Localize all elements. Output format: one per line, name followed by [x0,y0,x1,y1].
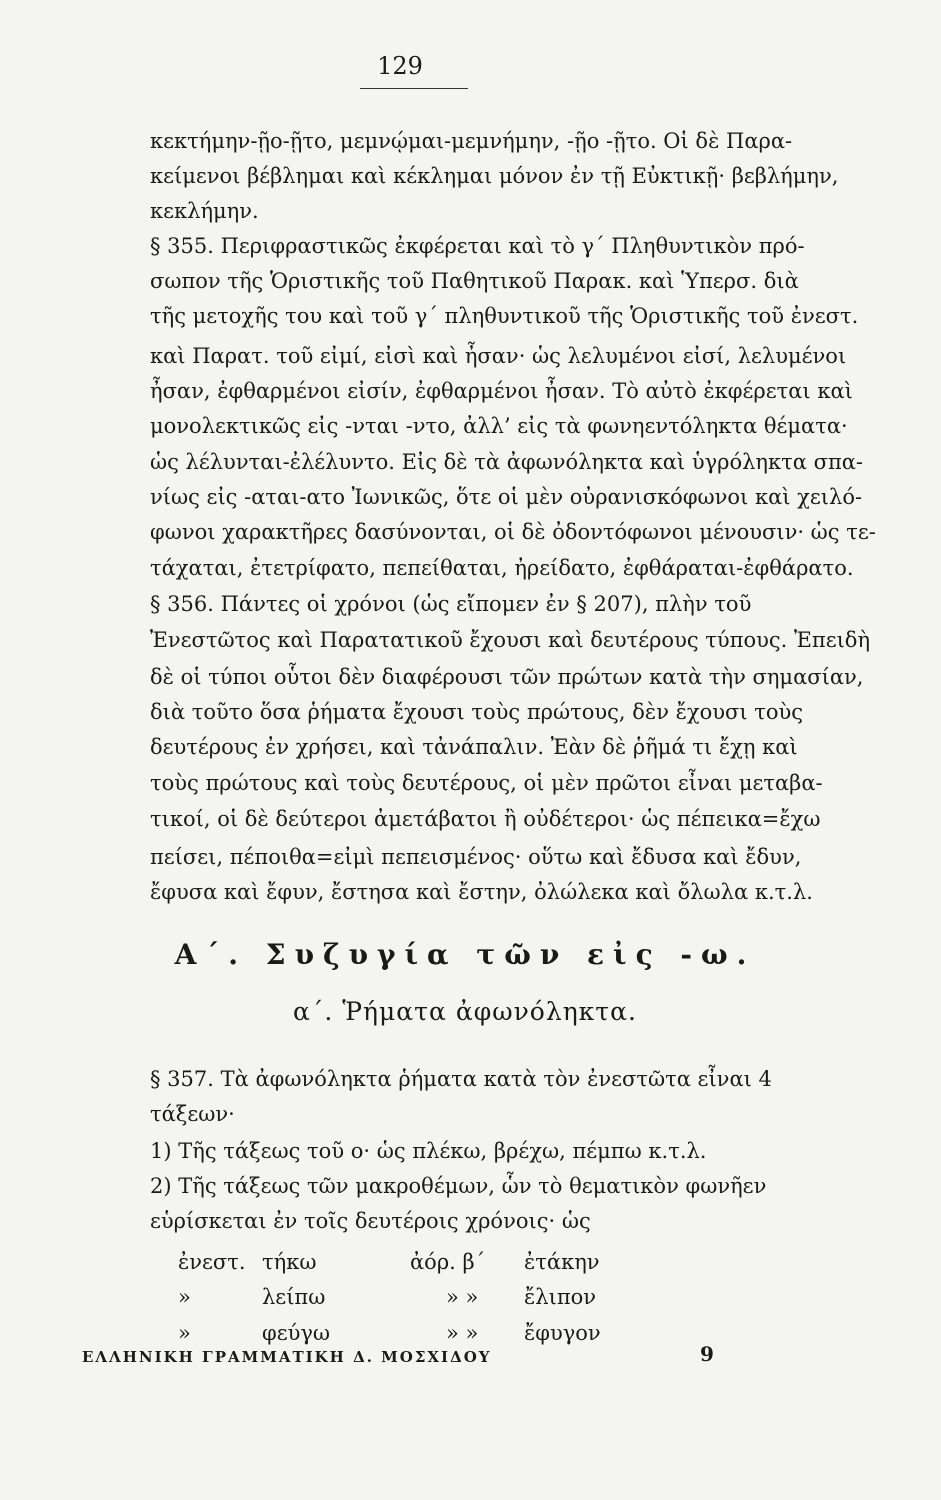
text-line: εὑρίσκεται ἐν τοῖς δευτέροις χρόνοις· ὡς [150,1209,591,1233]
text-line: τῆς μετοχῆς του καὶ τοῦ γ΄ πληθυντικοῦ τῆς Ὁριστικῆς τοῦ ἐνεστ. [150,304,859,328]
text-line: νίως εἰς -αται-ατο Ἰωνικῶς, ὅτε οἱ μὲν οὐρανισκόφωνοι καὶ χειλό- [150,485,863,509]
table-cell: τήκω [262,1250,317,1274]
text-line: διὰ τοῦτο ὅσα ῥήματα ἔχουσι τοὺς πρώτους, δὲν ἔχουσι τοὺς [150,700,804,724]
text-line: Ἐνεστῶτος καὶ Παρατατικοῦ ἔχουσι καὶ δευτέρους τύπους. Ἐπειδὴ [150,628,871,652]
section-heading: Α΄. Συζυγία τῶν εἰς -ω. [174,938,756,971]
text-line: ἔφυσα καὶ ἔφυν, ἔστησα καὶ ἔστην, ὀλώλεκα καὶ ὄλωλα κ.τ.λ. [150,880,813,904]
header-rule [360,88,468,89]
text-line: πείσει, πέποιθα=εἰμὶ πεπεισμένος· οὕτω καὶ ἔδυσα καὶ ἔδυν, [150,845,802,869]
text-line: τικοί, οἱ δὲ δεύτεροι ἀμετάβατοι ἢ οὐδέτεροι· ὡς πέπεικα=ἔχω [150,807,821,831]
table-cell: ἐτάκην [524,1250,600,1274]
section-subheading: α΄. Ῥήματα ἀφωνόληκτα. [293,997,637,1026]
text-line: κεκλήμην. [150,199,259,223]
text-line: κεκτήμην-ῇο-ῇτο, μεμνῴμαι-μεμνήμην, -ῇο -ῇτο. Οἱ δὲ Παρα- [150,129,793,153]
text-line: § 356. Πάντες οἱ χρόνοι (ὡς εἴπομεν ἐν § 207), πλὴν τοῦ [150,592,752,616]
table-cell: ἀόρ. β΄ [410,1250,486,1274]
table-cell: λείπω [262,1285,326,1309]
text-line: δὲ οἱ τύποι οὗτοι δὲν διαφέρουσι τῶν πρώτων κατὰ τὴν σημασίαν, [150,665,864,689]
text-line: δευτέρους ἐν χρήσει, καὶ τἀνάπαλιν. Ἐὰν δὲ ῥῆμά τι ἔχῃ καὶ [150,735,798,759]
text-line: καὶ Παρατ. τοῦ εἰμί, εἰσὶ καὶ ἦσαν· ὡς λελυμένοι εἰσί, λελυμένοι [150,344,847,368]
table-cell: » [178,1321,191,1345]
table-cell: » » [446,1321,479,1345]
text-line: 1) Τῆς τάξεως τοῦ ο· ὡς πλέκω, βρέχω, πέμπω κ.τ.λ. [150,1139,707,1163]
text-line: ἦσαν, ἐφθαρμένοι εἰσίν, ἐφθαρμένοι ἦσαν. Τὸ αὐτὸ ἐκφέρεται καὶ [150,379,853,403]
text-line: μονολεκτικῶς εἰς -νται -ντο, ἀλλ’ εἰς τὰ φωνηεντόληκτα θέματα· [150,414,848,438]
table-cell: ἔλιπον [524,1285,597,1309]
page-number: 129 [377,52,423,80]
text-line: σωπον τῆς Ὁριστικῆς τοῦ Παθητικοῦ Παρακ. καὶ Ὑπερσ. διὰ [150,269,799,293]
footer-title: ΕΛΛΗΝΙΚΗ ΓΡΑΜΜΑΤΙΚΗ Δ. ΜΟΣΧΙΔΟΥ [82,1348,492,1366]
table-cell: φεύγω [262,1321,331,1345]
text-line: § 355. Περιφραστικῶς ἐκφέρεται καὶ τὸ γ΄ Πληθυντικὸν πρό- [150,234,805,258]
text-line: ὡς λέλυνται-ἐλέλυντο. Εἰς δὲ τὰ ἀφωνόληκτα καὶ ὑγρόληκτα σπα- [150,450,864,474]
text-line: τάξεων· [150,1102,235,1126]
table-cell: ἔφυγον [524,1321,601,1345]
text-line: § 357. Τὰ ἀφωνόληκτα ῥήματα κατὰ τὸν ἐνεστῶτα εἶναι 4 [150,1067,772,1091]
text-line: φωνοι χαρακτῆρες δασύνονται, οἱ δὲ ὀδοντόφωνοι μένουσιν· ὡς τε- [150,520,876,544]
signature-mark: 9 [700,1342,714,1366]
text-line: τοὺς πρώτους καὶ τοὺς δευτέρους, οἱ μὲν πρῶτοι εἶναι μεταβα- [150,771,823,795]
text-line: κείμενοι βέβλημαι καὶ κέκλημαι μόνον ἐν τῇ Εὐκτικῇ· βεβλήμην, [150,164,839,188]
text-line: τάχαται, ἐτετρίφατο, πεπείθαται, ἠρείδατο, ἐφθάραται-ἐφθάρατο. [150,556,854,580]
text-line: 2) Τῆς τάξεως τῶν μακροθέμων, ὧν τὸ θεματικὸν φωνῆεν [150,1174,767,1198]
table-cell: ἐνεστ. [178,1250,246,1274]
table-cell: » » [446,1285,479,1309]
table-cell: » [178,1285,191,1309]
